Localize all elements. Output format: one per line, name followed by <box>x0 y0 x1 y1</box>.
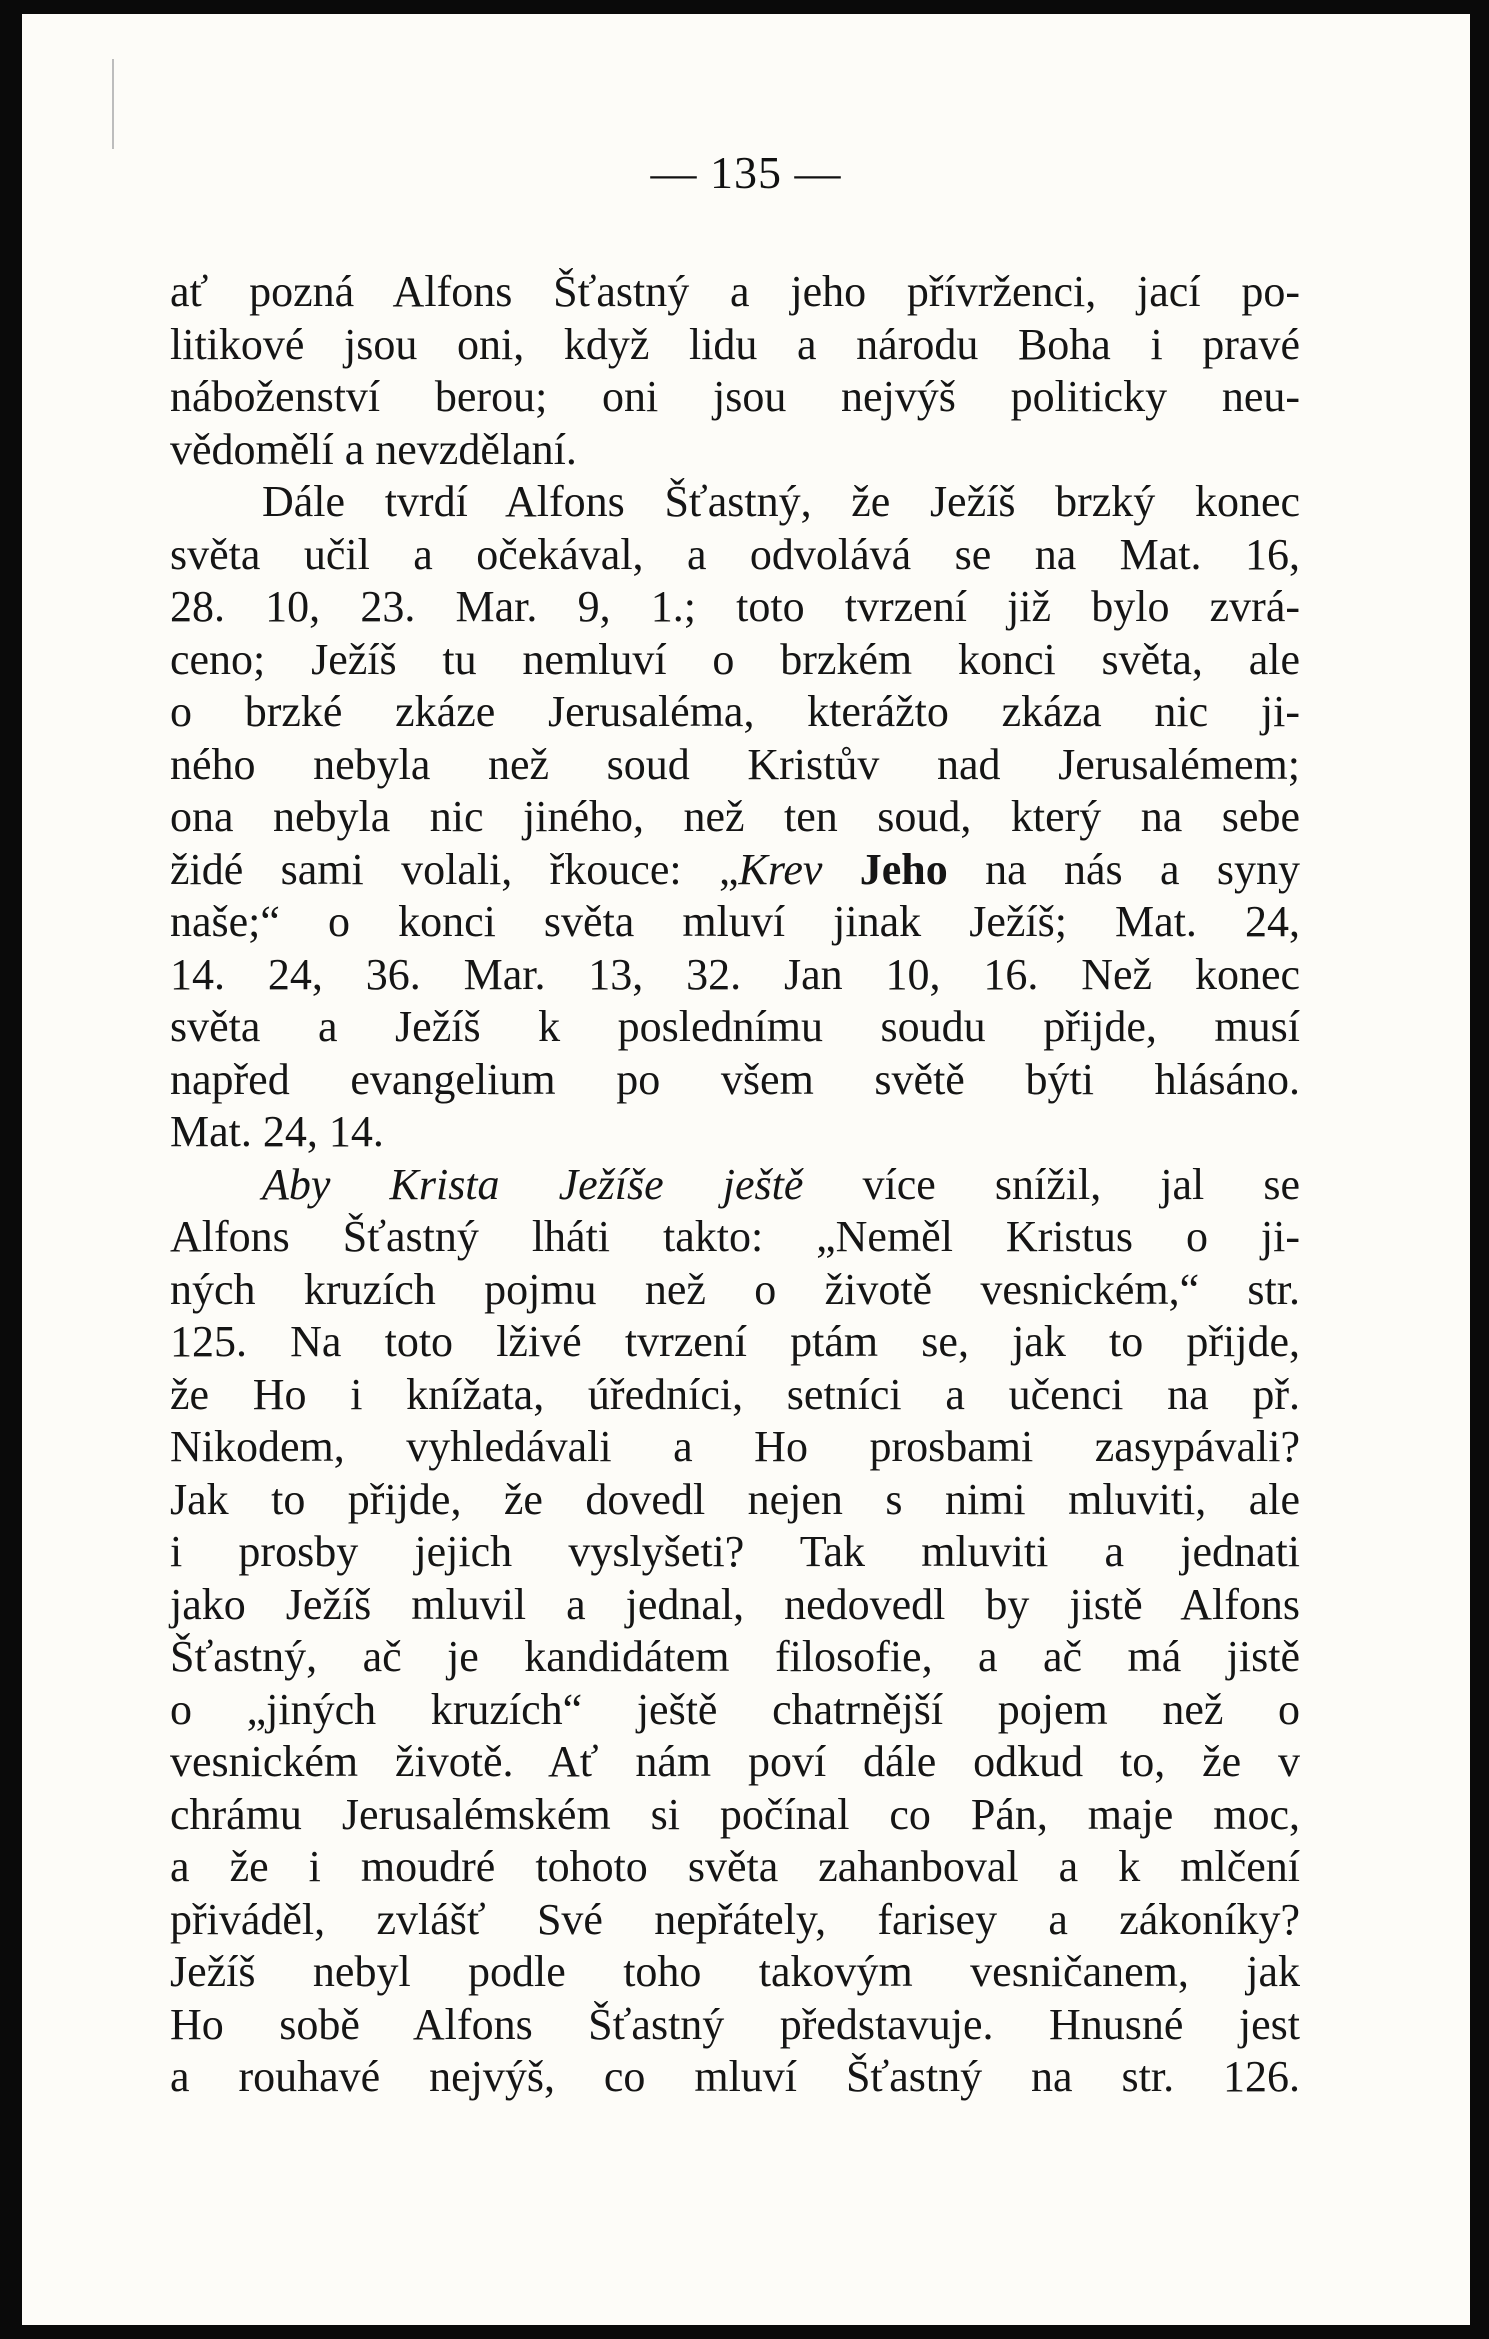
paragraph-start-line <box>170 1159 1300 1212</box>
quote-trail-text: na nás a syny <box>947 844 1301 894</box>
text-line: ných kruzích pojmu než o životě vesnickém,“ str. <box>170 1264 1300 1314</box>
text-line: přiváděl, zvlášť Své nepřátely, farisey a zákoníky? <box>170 1894 1300 1944</box>
emphasis-text: Aby Krista Ježíše ještě <box>262 1159 804 1209</box>
text-line: i prosby jejich vyslyšeti? Tak mluviti a jednati <box>170 1527 1300 1576</box>
text-line: ceno; Ježíš tu nemluví o brzkém konci světa, ale <box>170 634 1300 684</box>
body-text <box>170 266 1300 2104</box>
text-line: Ho sobě Alfons Šťastný představuje. Hnusné jest <box>170 1999 1300 2049</box>
text-line: a že i moudré tohoto světa zahanboval a k mlčení <box>170 1842 1300 1891</box>
text-line: Ježíš nebyl podle toho takovým vesničanem, jak <box>170 1947 1300 1996</box>
quote-lead-text: židé sami volali, řkouce: „ <box>170 844 739 894</box>
text-line: a rouhavé nejvýš, co mluví Šťastný na str. 126. <box>170 2052 1300 2101</box>
text-line: naše;“ o konci světa mluví jinak Ježíš; Mat. 24, <box>170 897 1300 946</box>
text-line: o „jiných kruzích“ ještě chatrnější pojem než o <box>170 1684 1300 1734</box>
text-line: napřed evangelium po všem světě býti hlásáno. <box>170 1054 1300 1104</box>
quote-bold-word: Jeho <box>822 844 948 894</box>
margin-mark <box>112 59 114 149</box>
text-line: 28. 10, 23. Mar. 9, 1.; toto tvrzení již bylo zvrá- <box>170 582 1300 631</box>
text-line: vědomělí a nevzdělaní. <box>170 424 577 474</box>
text-line: Nikodem, vyhledávali a Ho prosbami zasypávali? <box>170 1422 1300 1471</box>
text-line: Jak to přijde, že dovedl nejen s nimi mluviti, ale <box>170 1474 1300 1524</box>
text-line: chrámu Jerusalémském si počínal co Pán, maje moc, <box>170 1789 1300 1839</box>
text-line: že Ho i knížata, úředníci, setníci a učenci na př. <box>170 1369 1300 1419</box>
quote-italic-word: Krev <box>738 844 823 894</box>
text-line: 125. Na toto lživé tvrzení ptám se, jak to přijde, <box>170 1317 1300 1366</box>
paragraph-start-line: Dále tvrdí Alfons Šťastný, že Ježíš brzký konec <box>262 477 1300 526</box>
text-line: vesnickém životě. Ať nám poví dále odkud to, že v <box>170 1737 1300 1786</box>
book-page <box>22 14 1470 2325</box>
text-line: o brzké zkáze Jerusaléma, kterážto zkáza nic ji- <box>170 687 1300 736</box>
text-line: ného nebyla než soud Kristův nad Jerusalémem; <box>170 739 1300 789</box>
line-trail-text: více snížil, jal se <box>803 1159 1300 1209</box>
text-line-quote <box>170 844 1300 897</box>
page-number: — 135 — <box>650 147 842 198</box>
text-line: Alfons Šťastný lháti takto: „Neměl Kristus o ji- <box>170 1212 1300 1261</box>
text-line: 14. 24, 36. Mar. 13, 32. Jan 10, 16. Než konec <box>170 949 1300 999</box>
text-line: ať pozná Alfons Šťastný a jeho přívrženci, jací po- <box>170 267 1300 316</box>
text-line: náboženství berou; oni jsou nejvýš politicky neu- <box>170 372 1300 421</box>
text-line: litikové jsou oni, když lidu a národu Boha i pravé <box>170 319 1300 369</box>
text-line: Mat. 24, 14. <box>170 1107 384 1156</box>
text-line: Šťastný, ač je kandidátem filosofie, a ač má jistě <box>170 1632 1300 1681</box>
text-line: světa a Ježíš k poslednímu soudu přijde, musí <box>170 1002 1300 1051</box>
text-line: jako Ježíš mluvil a jednal, nedovedl by jistě Alfons <box>170 1579 1300 1629</box>
text-line: světa učil a očekával, a odvolává se na Mat. 16, <box>170 529 1300 579</box>
text-line: ona nebyla nic jiného, než ten soud, který na sebe <box>170 792 1300 841</box>
